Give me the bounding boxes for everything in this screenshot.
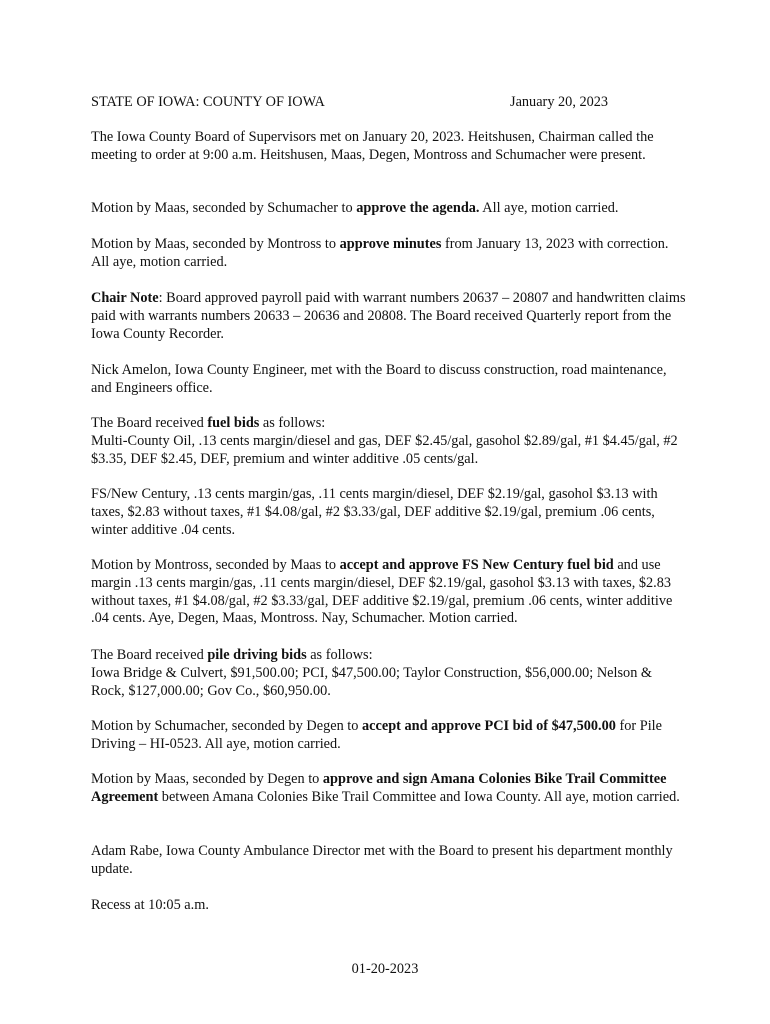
paragraph-fuel-bids (91, 415, 689, 468)
paragraph-recess (91, 897, 689, 915)
text-segment: : Board approved payroll paid with warrant numbers 20637 – 20807 and handwritten claims paid with warrants numbers 20633 – 20636 and 20808. The Board received Quarterly report from the Iowa County Recorder. (91, 290, 686, 342)
text-segment: Motion by Maas, seconded by Montross to (91, 236, 340, 252)
paragraph-pci-bid-motion (91, 718, 689, 754)
text-segment: The Board received (91, 415, 208, 431)
paragraph-engineer (91, 362, 689, 398)
meeting-date: January 20, 2023 (510, 94, 609, 110)
bold-text-segment: approve the agenda. (356, 200, 480, 216)
text-segment: The Board received (91, 647, 208, 663)
text-segment: for Pile Driving – HI-0523. All aye, motion carried. (91, 718, 662, 752)
paragraph-pile-driving-bids (91, 647, 689, 700)
paragraph-approve-minutes (91, 236, 689, 272)
bold-text-segment: fuel bids (207, 415, 260, 431)
text-segment: All aye, motion carried. (479, 200, 619, 216)
text-segment: between Amana Colonies Bike Trail Committee and Iowa County. All aye, motion carried. (158, 788, 680, 805)
text-segment: Motion by Schumacher, seconded by Degen to (91, 718, 363, 734)
paragraph-fs-new-century (91, 486, 689, 539)
bold-text-segment: accept and approve PCI bid of $47,500.00 (362, 718, 616, 734)
paragraph-bike-trail-motion (91, 771, 689, 807)
text-segment: as follows: Multi-County Oil, .13 cents margin/diesel and gas, DEF $2.45/gal, gasohol $2.89/gal, #1 $4.45/gal, #2 $3.35, DEF $2.45, DEF, premium and winter additive .05 cents/gal. (91, 415, 678, 467)
text-segment: as follows: Iowa Bridge & Culvert, $91,500.00; PCI, $47,500.00; Taylor Construction, $56,000.00; Nelson & Rock, $127,000.00; Gov Co., $60,950.00. (91, 647, 653, 699)
text-segment: Motion by Maas, seconded by Degen to (91, 771, 323, 787)
bold-text-segment: accept and approve FS New Century fuel bid (339, 557, 614, 573)
text-segment: Motion by Montross, seconded by Maas to (91, 557, 340, 573)
paragraph-fuel-bid-motion (91, 557, 689, 628)
text-segment: FS/New Century, .13 cents margin/gas, .11 cents margin/diesel, DEF $2.19/gal, gasohol $3.13 with taxes, $2.83 without taxes, #1 $4.08/gal, #2 $3.33/gal, DEF additive $2.19/gal, premium .06 cents, winter additive .04 cents. (91, 486, 658, 538)
bold-text-segment: approve minutes (339, 236, 442, 252)
paragraph-ambulance-director (91, 843, 689, 879)
text-segment: The Iowa County Board of Supervisors met on January 20, 2023. Heitshusen, Chairman called the meeting to order at 9:00 a.m. Heitshusen, Maas, Degen, Montross and Schumacher were present. (91, 129, 654, 163)
text-segment: Motion by Maas, seconded by Schumacher to (91, 200, 357, 216)
paragraph-meeting-call (91, 129, 689, 165)
paragraph-approve-agenda (91, 200, 689, 218)
bold-text-segment: approve and sign Amana Colonies Bike Trail Committee Agreement (91, 771, 667, 805)
state-county-heading: STATE OF IOWA: COUNTY OF IOWA (91, 94, 325, 110)
bold-text-segment: pile driving bids (207, 647, 307, 663)
bold-text-segment: Chair Note (91, 290, 159, 306)
text-segment: and use margin .13 cents margin/gas, .11 cents margin/diesel, DEF $2.19/gal, gasohol $3.13 with taxes, $2.83 without taxes, #1 $4.08/gal, #2 $3.33/gal, DEF additive $2.19/gal, premium .06 cents, winter additive .04 cents. Aye, Degen, Maas, Montross. Nay, Schumacher. Motion carried. (91, 557, 673, 627)
page-footer-date: 01-20-2023 (351, 961, 419, 977)
paragraph-chair-note (91, 290, 689, 343)
text-segment: Nick Amelon, Iowa County Engineer, met with the Board to discuss construction, road maintenance, and Engineers office. (91, 362, 667, 396)
text-segment: from January 13, 2023 with correction. All aye, motion carried. (91, 236, 669, 270)
text-segment: Recess at 10:05 a.m. (91, 897, 209, 913)
text-segment: Adam Rabe, Iowa County Ambulance Director met with the Board to present his department monthly update. (91, 843, 673, 877)
